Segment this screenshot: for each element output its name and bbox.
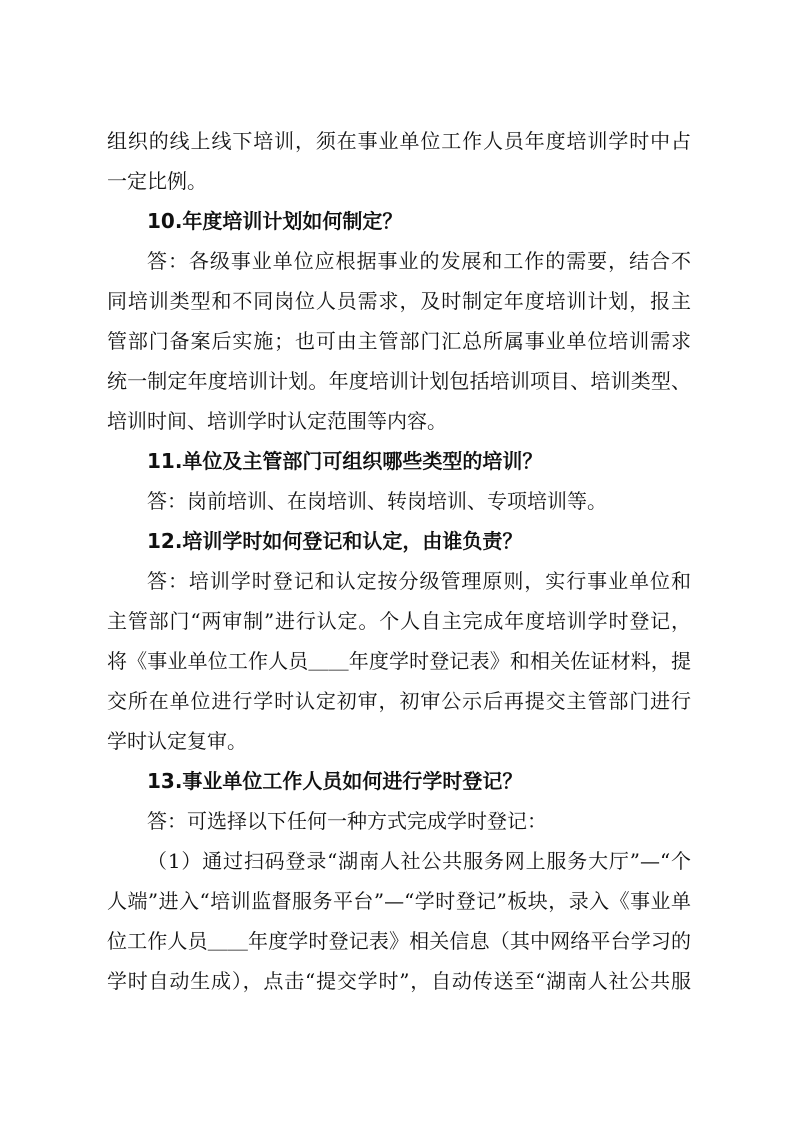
- answer-line: 答：岗前培训、在岗培训、转岗培训、专项培训等。: [147, 489, 607, 513]
- question-heading-13: 13.事业单位工作人员如何进行学时登记？: [147, 769, 523, 793]
- question-heading-10: 10.年度培训计划如何制定？: [147, 209, 403, 233]
- answer-line: 将《事业单位工作人员＿＿年度学时登记表》和相关佐证材料，提: [107, 649, 691, 673]
- answer-line: 学时自动生成），点击“提交学时”，自动传送至“湖南人社公共服: [107, 969, 691, 993]
- answer-line: 答：各级事业单位应根据事业的发展和工作的需要，结合不: [147, 249, 691, 273]
- paragraph-line: 一定比例。: [107, 169, 207, 193]
- answer-line: 主管部门“两审制”进行认定。个人自主完成年度培训学时登记，: [107, 609, 691, 633]
- answer-line: 交所在单位进行学时认定初审，初审公示后再提交主管部门进行: [107, 689, 691, 713]
- answer-line: 答：培训学时登记和认定按分级管理原则，实行事业单位和: [147, 569, 691, 593]
- document-body: [107, 121, 691, 1001]
- answer-line: 人端”进入“培训监督服务平台”—“学时登记”板块，录入《事业单: [107, 889, 691, 913]
- answer-line: 学时认定复审。: [107, 729, 247, 753]
- paragraph-line: 组织的线上线下培训，须在事业单位工作人员年度培训学时中占: [107, 129, 691, 153]
- answer-line: 统一制定年度培训计划。年度培训计划包括培训项目、培训类型、: [107, 369, 691, 393]
- answer-line: 位工作人员＿＿年度学时登记表》相关信息（其中网络平台学习的: [107, 929, 691, 953]
- answer-line: 培训时间、培训学时认定范围等内容。: [107, 409, 447, 433]
- answer-line: 同培训类型和不同岗位人员需求，及时制定年度培训计划，报主: [107, 289, 691, 313]
- question-heading-12: 12.培训学时如何登记和认定，由谁负责？: [147, 529, 523, 553]
- question-heading-11: 11.单位及主管部门可组织哪些类型的培训？: [147, 449, 543, 473]
- answer-line: （1）通过扫码登录“湖南人社公共服务网上服务大厅”—“个: [147, 849, 691, 873]
- answer-line: 答：可选择以下任何一种方式完成学时登记：: [147, 809, 547, 833]
- answer-line: 管部门备案后实施；也可由主管部门汇总所属事业单位培训需求: [107, 329, 691, 353]
